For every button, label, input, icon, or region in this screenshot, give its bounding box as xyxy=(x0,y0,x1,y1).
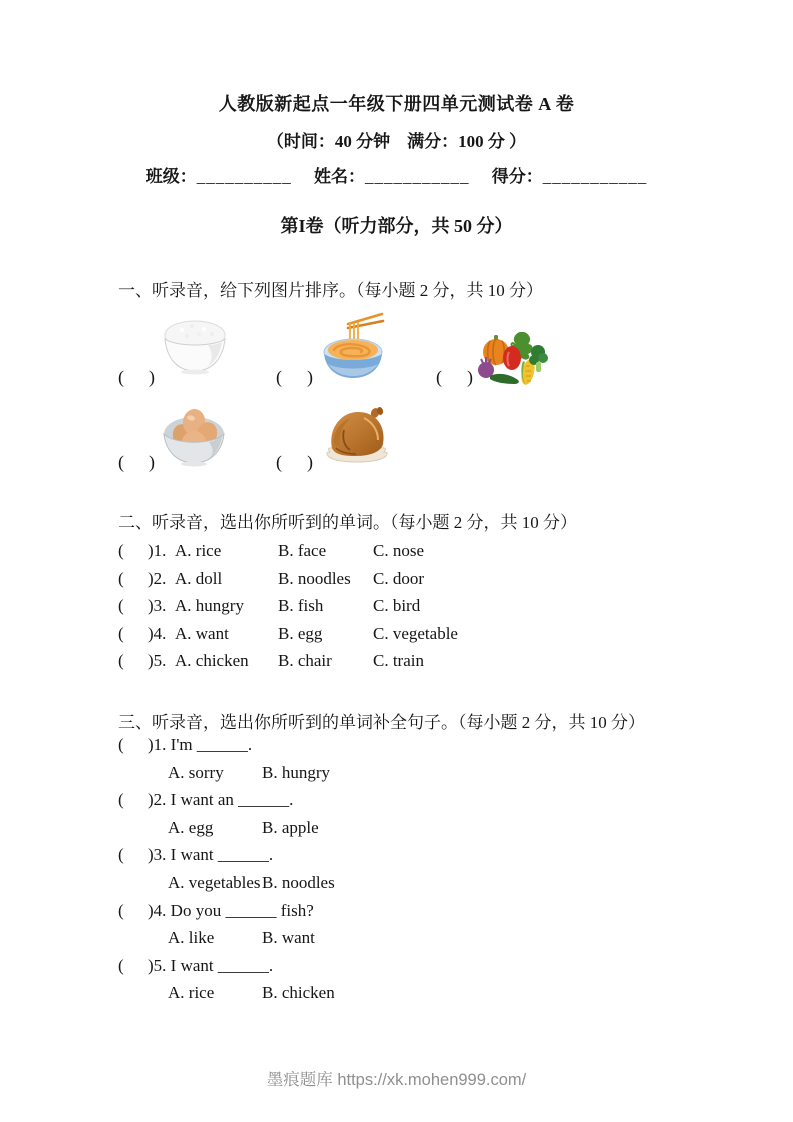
section2-heading: 二、听录音，选出你所听到的单词。（每小题 2 分，共 10 分） xyxy=(118,513,577,532)
answer-bracket-1: ( ) xyxy=(118,367,155,387)
section1-heading: 一、听录音，给下列图片排序。（每小题 2 分，共 10 分） xyxy=(118,281,543,300)
name-label: 姓名： xyxy=(314,167,365,186)
class-field xyxy=(146,167,292,186)
option-a: A. want xyxy=(175,623,229,643)
question-stem: )5. I want ______. xyxy=(148,955,274,975)
question-stem-row xyxy=(118,786,335,814)
class-label: 班级： xyxy=(145,167,197,186)
option-b: B. fish xyxy=(278,596,324,615)
question-stem: )1. I'm ______. xyxy=(148,735,253,754)
answer-paren: ( xyxy=(118,790,124,810)
section2-question-list xyxy=(118,537,458,675)
question-row xyxy=(118,592,458,620)
question-number: )4. xyxy=(148,623,167,643)
option-b: B. noodles xyxy=(262,872,335,892)
score-field xyxy=(492,167,648,186)
option-row xyxy=(118,979,335,1007)
option-a: A. rice xyxy=(175,541,222,560)
question-row xyxy=(118,620,458,648)
answer-paren: ( xyxy=(118,900,124,920)
answer-paren: ( xyxy=(118,596,124,615)
option-b: B. hungry xyxy=(262,762,330,782)
rice-bowl-image xyxy=(162,314,228,376)
student-info-row xyxy=(0,162,793,187)
question-row xyxy=(118,537,458,565)
option-b: B. apple xyxy=(262,817,319,837)
option-row xyxy=(118,869,335,897)
question-stem-row xyxy=(118,952,335,980)
name-blank: ___________ xyxy=(365,167,470,186)
option-a: A. sorry xyxy=(168,762,224,782)
question-stem: )3. I want ______. xyxy=(148,845,274,865)
part1-heading: 第I卷（听力部分，共 50 分） xyxy=(280,216,513,236)
option-a: A. hungry xyxy=(175,596,244,615)
answer-paren: ( xyxy=(118,651,124,670)
answer-paren: ( xyxy=(118,623,124,643)
option-c: C. vegetable xyxy=(373,623,458,643)
option-c: C. door xyxy=(373,568,424,588)
question-number: )1. xyxy=(148,541,167,560)
question-stem-row xyxy=(118,731,335,759)
option-c: C. train xyxy=(373,651,424,670)
option-c: C. nose xyxy=(373,541,424,560)
paper-time-score-line: （时间：40 分钟 满分：100 分 ） xyxy=(266,132,527,151)
option-a: A. doll xyxy=(175,568,223,588)
option-b: B. egg xyxy=(278,623,323,643)
option-a: A. chicken xyxy=(175,651,249,670)
question-row xyxy=(118,647,458,675)
option-b: B. want xyxy=(262,928,315,948)
section3-question-list xyxy=(118,731,335,1007)
question-row xyxy=(118,565,458,593)
option-a: A. egg xyxy=(168,817,214,837)
watermark-footer: 墨痕题库 https://xk.mohen999.com/ xyxy=(266,1071,527,1089)
answer-bracket-5: ( ) xyxy=(276,452,313,472)
question-stem: )2. I want an ______. xyxy=(148,790,294,810)
question-number: )3. xyxy=(148,596,167,615)
paper-title: 人教版新起点一年级下册四单元测试卷 A 卷 xyxy=(218,94,575,114)
question-stem: )4. Do you ______ fish? xyxy=(148,900,314,920)
option-row xyxy=(118,924,335,952)
option-row xyxy=(118,814,335,842)
option-b: B. chair xyxy=(278,651,332,670)
name-field xyxy=(314,167,470,186)
answer-paren: ( xyxy=(118,735,124,754)
question-stem-row xyxy=(118,897,335,925)
option-b: B. chicken xyxy=(262,983,335,1003)
noodle-bowl-image xyxy=(320,308,388,382)
answer-paren: ( xyxy=(118,845,124,865)
option-a: A. like xyxy=(168,928,215,948)
egg-bowl-image xyxy=(161,406,227,468)
option-b: B. face xyxy=(278,541,327,560)
option-a: A. rice xyxy=(168,983,215,1003)
answer-bracket-3: ( ) xyxy=(436,367,473,387)
question-number: )2. xyxy=(148,568,167,588)
class-blank: __________ xyxy=(196,167,292,186)
answer-paren: ( xyxy=(118,568,124,588)
option-a: A. vegetables xyxy=(168,872,261,892)
section3-heading: 三、听录音，选出你所听到的单词补全句子。（每小题 2 分，共 10 分） xyxy=(118,713,645,732)
vegetables-image xyxy=(476,330,548,388)
answer-bracket-4: ( ) xyxy=(118,452,155,472)
option-c: C. bird xyxy=(373,596,421,615)
score-label: 得分： xyxy=(491,167,543,186)
answer-bracket-2: ( ) xyxy=(276,367,313,387)
question-stem-row xyxy=(118,841,335,869)
option-row xyxy=(118,759,335,787)
roast-chicken-image xyxy=(320,400,394,470)
answer-paren: ( xyxy=(118,541,124,560)
option-b: B. noodles xyxy=(278,568,351,588)
score-blank: ___________ xyxy=(542,167,648,186)
answer-paren: ( xyxy=(118,955,124,975)
question-number: )5. xyxy=(148,651,167,670)
